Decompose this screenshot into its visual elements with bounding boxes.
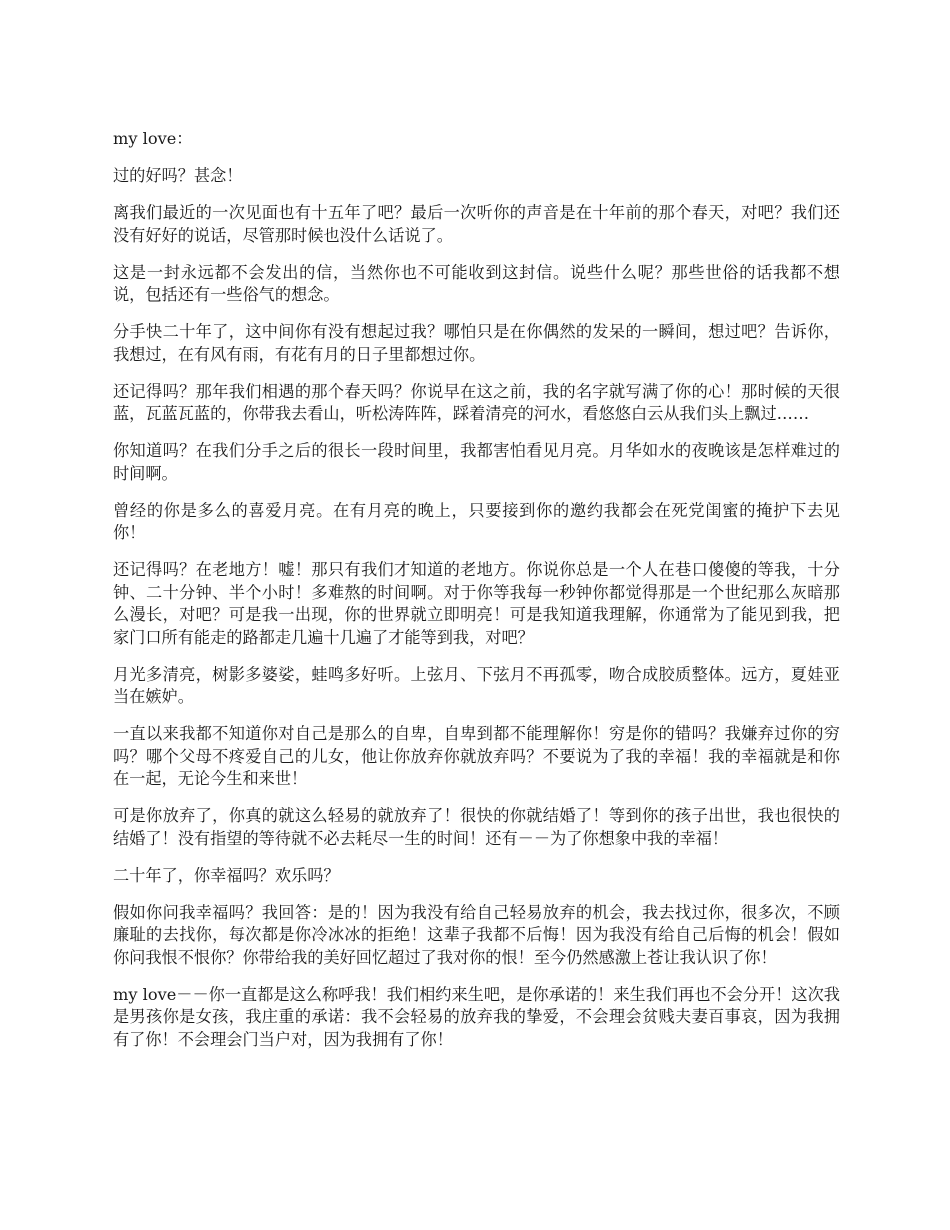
paragraph: 可是你放弃了，你真的就这么轻易的就放弃了！很快的你就结婚了！等到你的孩子出世，我也很快的结婚了！没有指望的等待就不必去耗尽一生的时间！还有－－为了你想象中我的幸福！ (113, 806, 840, 848)
paragraph: 离我们最近的一次见面也有十五年了吧？最后一次听你的声音是在十年前的那个春天，对吧？我们还没有好好的说话，尽管那时候也没什么话说了。 (113, 203, 840, 245)
paragraph: 过的好吗？甚念！ (113, 166, 243, 185)
paragraph: 一直以来我都不知道你对自己是那么的自卑，自卑到都不能理解你！穷是你的错吗？我嫌弃过你的穷吗？哪个父母不疼爱自己的儿女，他让你放弃你就放弃吗？不要说为了我的幸福！我的幸福就是和你在一起，无论今生和来世！ (113, 724, 840, 788)
paragraph: my love－－你一直都是这么称呼我！我们相约来生吧，是你承诺的！来生我们再也不会分开！这次我是男孩你是女孩，我庄重的承诺：我不会轻易的放弃我的挚爱，不会理会贫贱夫妻百事哀，因为我拥有了你！不会理会门当户对，因为我拥有了你！ (113, 984, 840, 1049)
paragraph: 这是一封永远都不会发出的信，当然你也不可能收到这封信。说些什么呢？那些世俗的话我都不想说，包括还有一些俗气的想念。 (113, 262, 840, 304)
letter-greeting: my love： (113, 129, 193, 148)
paragraph: 分手快二十年了，这中间你有没有想起过我？哪怕只是在你偶然的发呆的一瞬间，想过吧？告诉你，我想过，在有风有雨，有花有月的日子里都想过你。 (113, 322, 840, 364)
paragraph: 还记得吗？在老地方！嘘！那只有我们才知道的老地方。你说你总是一个人在巷口傻傻的等我，十分钟、二十分钟、半个小时！多难熬的时间啊。对于你等我每一秒钟你都觉得那是一个世纪那么灰暗那么漫长，对吧？可是我一出现，你的世界就立即明亮！可是我知道我理解，你通常为了能见到我，把家门口所有能走的路都走几遍十几遍了才能等到我，对吧？ (113, 560, 840, 647)
paragraph: 月光多清亮，树影多婆娑，蛙鸣多好听。上弦月、下弦月不再孤零，吻合成胶质整体。远方，夏娃亚当在嫉妒。 (113, 664, 840, 706)
paragraph: 你知道吗？在我们分手之后的很长一段时间里，我都害怕看见月亮。月华如水的夜晚该是怎样难过的时间啊。 (113, 441, 840, 483)
paragraph: 还记得吗？那年我们相遇的那个春天吗？你说早在这之前，我的名字就写满了你的心！那时候的天很蓝，瓦蓝瓦蓝的，你带我去看山，听松涛阵阵，踩着清亮的河水，看悠悠白云从我们头上飘过…… (113, 381, 840, 423)
paragraph: 假如你问我幸福吗？我回答：是的！因为我没有给自己轻易放弃的机会，我去找过你，很多次，不顾廉耻的去找你，每次都是你冷冰冰的拒绝！这辈子我都不后悔！因为我没有给自己后悔的机会！假如你问我恨不恨你？你带给我的美好回忆超过了我对你的恨！至今仍然感激上苍让我认识了你！ (113, 902, 840, 967)
paragraph: 二十年了，你幸福吗？欢乐吗？ (113, 865, 340, 885)
letter-body (113, 128, 840, 1066)
paragraph: 曾经的你是多么的喜爱月亮。在有月亮的晚上，只要接到你的邀约我都会在死党闺蜜的掩护下去见你！ (113, 500, 840, 542)
